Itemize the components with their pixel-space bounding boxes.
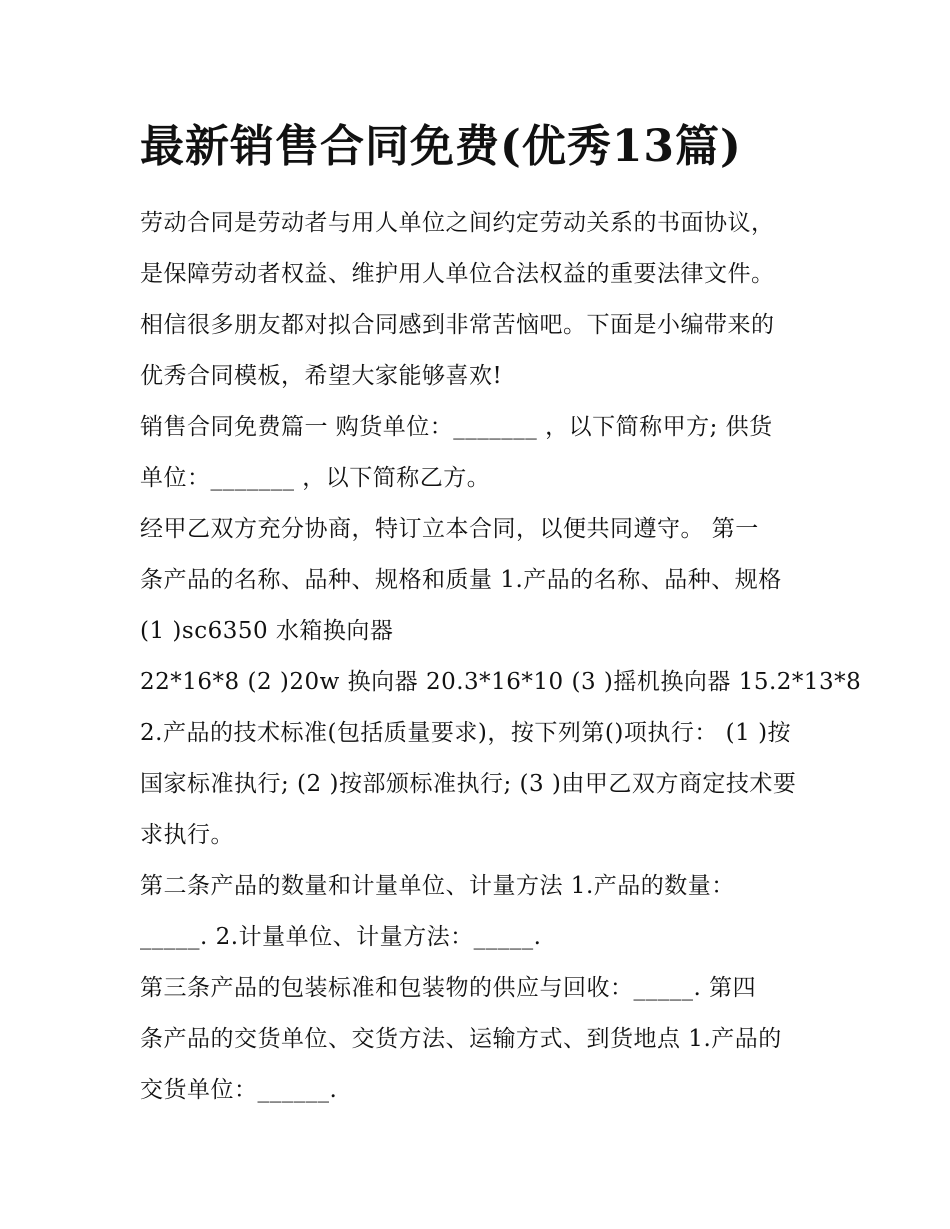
text-line: 销售合同免费篇一 购货单位：_______ ，以下简称甲方; 供货 [140,414,773,440]
text-line: _____. 2.计量单位、计量方法：_____. [140,924,542,950]
article-one-paragraph [140,504,815,657]
text-line: 是保障劳动者权益、维护用人单位合法权益的重要法律文件。 [140,261,775,287]
text-line: 第三条产品的包装标准和包装物的供应与回收：_____. 第四 [140,975,757,1001]
document-page [140,112,862,1116]
product-specs-paragraph [140,657,862,861]
article-two-paragraph [140,861,815,963]
text-line: 交货单位：______. [140,1077,338,1103]
text-line: 劳动合同是劳动者与用人单位之间约定劳动关系的书面协议， [140,210,775,236]
document-title: 最新销售合同免费(优秀13篇) [140,121,742,172]
text-line: 条产品的名称、品种、规格和质量 1.产品的名称、品种、规格 [140,567,782,593]
article-three-paragraph [140,963,815,1116]
text-line: 国家标准执行; (2 )按部颁标准执行; (3 )由甲乙双方商定技术要 [140,771,797,797]
text-line: (1 )sc6350 水箱换向器 [140,618,394,644]
text-line: 单位：_______ ，以下简称乙方。 [140,465,491,491]
text-line: 2.产品的技术标准(包括质量要求)，按下列第()项执行： (1 )按 [140,720,792,746]
parties-paragraph [140,402,815,504]
text-line: 条产品的交货单位、交货方法、运输方式、到货地点 1.产品的 [140,1026,782,1052]
text-line: 22*16*8 (2 )20w 换向器 20.3*16*10 (3 )摇机换向器 15.2*13*8 [140,669,862,695]
text-line: 经甲乙双方充分协商，特订立本合同，以便共同遵守。 第一 [140,516,759,542]
text-line: 相信很多朋友都对拟合同感到非常苦恼吧。下面是小编带来的 [140,312,775,338]
intro-paragraph [140,198,815,402]
text-line: 优秀合同模板，希望大家能够喜欢! [140,363,503,389]
text-line: 求执行。 [140,822,234,848]
text-line: 第二条产品的数量和计量单位、计量方法 1.产品的数量： [140,873,735,899]
